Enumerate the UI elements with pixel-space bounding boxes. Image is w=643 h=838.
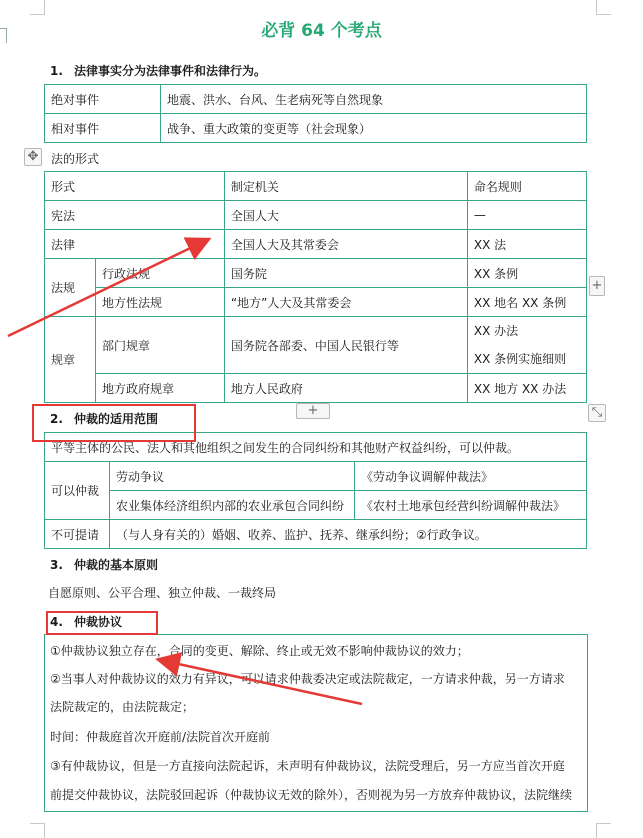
table-cell[interactable]: 地方性法规	[96, 288, 225, 317]
table-group-cell[interactable]: 不可提请	[45, 520, 110, 549]
add-row-button[interactable]: +	[296, 403, 330, 419]
table-cell[interactable]: “地方”人大及其常委会	[224, 288, 467, 317]
principles-text: 自愿原则、公平合理、独立仲裁、一裁终局	[48, 586, 277, 600]
page-title: 必背 64 个考点	[261, 21, 382, 41]
table-cell[interactable]: 绝对事件	[45, 85, 161, 114]
agreement-line: ③有仲裁协议，但是一方直接向法院起诉，未声明有仲裁协议，法院受理后，另一方应当首次开庭	[50, 759, 565, 773]
table-cell[interactable]: 农业集体经济组织内部的农业承包合同纠纷	[110, 491, 355, 520]
table-header-cell[interactable]: 制定机关	[224, 172, 467, 201]
table-cell[interactable]: 国务院	[224, 259, 467, 288]
agreement-line: 法院裁定的，由法院裁定；	[50, 700, 195, 714]
table-cell[interactable]: XX 地方 XX 办法	[467, 374, 586, 403]
table-cell[interactable]: 相对事件	[45, 114, 161, 143]
table-group-cell[interactable]: 法规	[45, 259, 96, 317]
table-cell[interactable]: 《劳动争议调解仲裁法》	[355, 462, 587, 491]
section-1-title: 法律事实分为法律事件和法律行为。	[74, 64, 267, 78]
table-cell[interactable]: 战争、重大政策的变更等（社会现象）	[161, 114, 587, 143]
table-cell[interactable]: 《农村土地承包经营纠纷调解仲裁法》	[355, 491, 587, 520]
agreement-line: 前提交仲裁协议，法院驳回起诉（仲裁协议无效的除外），否则视为另一方放弃仲裁协议，法院继续	[50, 788, 573, 802]
section-4-title: 仲裁协议	[74, 615, 123, 629]
table-group-cell[interactable]: 规章	[45, 317, 96, 403]
table-cell[interactable]: 行政法规	[96, 259, 225, 288]
table-cell[interactable]: 地方人民政府	[224, 374, 467, 403]
table-cell[interactable]: 部门规章	[96, 317, 225, 374]
table-cell[interactable]: 地震、洪水、台风、生老病死等自然现象	[161, 85, 587, 114]
table-cell[interactable]: 地方政府规章	[96, 374, 225, 403]
table-cell[interactable]: XX 地名 XX 条例	[467, 288, 586, 317]
table-move-handle[interactable]: ✥	[24, 148, 42, 166]
table-cell[interactable]: XX 条例	[467, 259, 586, 288]
table-cell[interactable]: 国务院各部委、中国人民银行等	[224, 317, 467, 374]
table-header-cell[interactable]: 命名规则	[467, 172, 586, 201]
section-2-title: 仲裁的适用范围	[74, 412, 159, 426]
section-3-number: 3.	[50, 558, 63, 572]
annotation-arrow	[8, 240, 207, 336]
table-cell[interactable]: XX 法	[467, 230, 586, 259]
section-3-title: 仲裁的基本原则	[74, 558, 159, 572]
table-header-cell[interactable]: 形式	[45, 172, 225, 201]
table-cell[interactable]: 全国人大	[224, 201, 467, 230]
table-cell[interactable]: 全国人大及其常委会	[224, 230, 467, 259]
table-cell[interactable]: 法律	[45, 230, 225, 259]
table-cell[interactable]: 宪法	[45, 201, 225, 230]
section-4-number: 4.	[50, 615, 63, 629]
annotation-arrow	[160, 660, 362, 704]
table-resize-handle[interactable]: ⤡	[588, 404, 606, 422]
naming-line: XX 办法	[473, 324, 519, 338]
section-1-number: 1.	[50, 64, 63, 78]
table-cell[interactable]: 劳动争议	[110, 462, 355, 491]
table-cell[interactable]: —	[467, 201, 586, 230]
naming-line: XX 条例实施细则	[473, 352, 567, 366]
table-cell[interactable]: 平等主体的公民、法人和其他组织之间发生的合同纠纷和其他财产权益纠纷，可以仲裁。	[45, 433, 587, 462]
section-2-number: 2.	[50, 412, 63, 426]
agreement-line: 时间：仲裁庭首次开庭前/法院首次开庭前	[50, 730, 271, 744]
table-group-cell[interactable]: 可以仲裁	[45, 462, 110, 520]
agreement-line: ①仲裁协议独立存在，合同的变更、解除、终止或无效不影响仲裁协议的效力；	[50, 644, 469, 658]
add-column-button[interactable]: +	[589, 276, 605, 296]
table-cell[interactable]: （与人身有关的）婚姻、收养、监护、抚养、继承纠纷；②行政争议。	[110, 520, 587, 549]
agreement-line: ②当事人对仲裁协议的效力有异议，可以请求仲裁委决定或法院裁定，一方请求仲裁，另一方请求	[50, 672, 565, 686]
law-forms-caption: 法的形式	[51, 152, 100, 166]
